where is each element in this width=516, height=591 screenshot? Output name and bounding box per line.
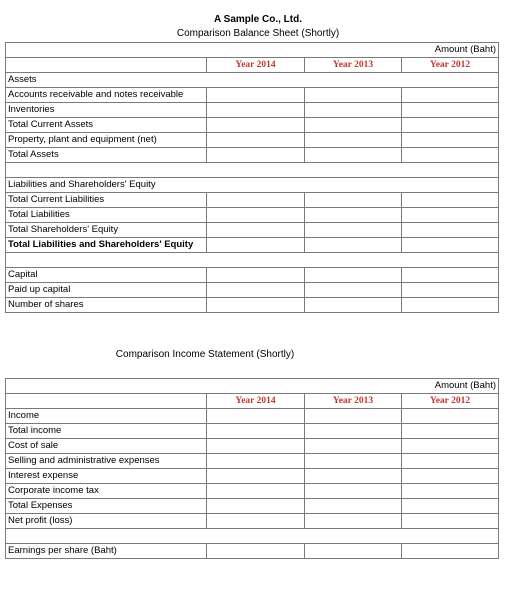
table-row <box>6 439 499 454</box>
value-cell[interactable] <box>207 544 305 559</box>
row-label: Selling and administrative expenses <box>6 454 207 469</box>
value-cell[interactable] <box>207 223 305 238</box>
row-label: Accounts receivable and notes receivable <box>6 88 207 103</box>
value-cell[interactable] <box>207 133 305 148</box>
row-label: Total Current Liabilities <box>6 193 207 208</box>
table-row <box>6 454 499 469</box>
spacer-row <box>6 529 499 544</box>
value-cell[interactable] <box>402 268 499 283</box>
value-cell[interactable] <box>305 283 402 298</box>
year-2012-header: Year 2012 <box>402 394 499 409</box>
year-header-row <box>6 58 499 73</box>
table-row <box>6 118 499 133</box>
value-cell[interactable] <box>305 469 402 484</box>
value-cell[interactable] <box>402 499 499 514</box>
value-cell[interactable] <box>305 103 402 118</box>
table-row <box>6 238 499 253</box>
balance-sheet-table <box>5 42 499 313</box>
value-cell[interactable] <box>402 454 499 469</box>
row-label: Total Liabilities <box>6 208 207 223</box>
spacer-row <box>6 163 499 178</box>
spacer-row <box>6 253 499 268</box>
row-label: Property, plant and equipment (net) <box>6 133 207 148</box>
value-cell[interactable] <box>402 88 499 103</box>
year-2012-header: Year 2012 <box>402 58 499 73</box>
table-row <box>6 499 499 514</box>
liabilities-header: Liabilities and Shareholders' Equity <box>6 178 499 193</box>
value-cell[interactable] <box>207 298 305 313</box>
header-blank-cell <box>6 394 207 409</box>
balance-sheet-title: Comparison Balance Sheet (Shortly) <box>176 28 340 39</box>
row-label: Interest expense <box>6 469 207 484</box>
value-cell[interactable] <box>305 238 402 253</box>
table-row <box>6 424 499 439</box>
amount-label: Amount (Baht) <box>6 379 499 394</box>
table-row <box>6 484 499 499</box>
table-row <box>6 298 499 313</box>
value-cell[interactable] <box>305 268 402 283</box>
row-label: Cost of sale <box>6 439 207 454</box>
value-cell[interactable] <box>305 148 402 163</box>
amount-row <box>6 43 499 58</box>
value-cell[interactable] <box>402 148 499 163</box>
value-cell[interactable] <box>305 208 402 223</box>
table-row <box>6 103 499 118</box>
row-label: Total Current Assets <box>6 118 207 133</box>
header-blank-cell <box>6 58 207 73</box>
year-2013-header: Year 2013 <box>305 394 402 409</box>
value-cell[interactable] <box>207 148 305 163</box>
value-cell[interactable] <box>207 499 305 514</box>
value-cell[interactable] <box>207 469 305 484</box>
value-cell[interactable] <box>402 238 499 253</box>
income-statement-title: Comparison Income Statement (Shortly) <box>115 349 295 360</box>
value-cell[interactable] <box>207 193 305 208</box>
value-cell[interactable] <box>402 208 499 223</box>
value-cell[interactable] <box>207 88 305 103</box>
value-cell[interactable] <box>305 193 402 208</box>
income-statement-table <box>5 378 499 559</box>
value-cell[interactable] <box>207 103 305 118</box>
year-header-row <box>6 394 499 409</box>
value-cell[interactable] <box>402 283 499 298</box>
value-cell[interactable] <box>207 268 305 283</box>
table-row <box>6 208 499 223</box>
value-cell[interactable] <box>402 514 499 529</box>
row-label: Total income <box>6 424 207 439</box>
value-cell[interactable] <box>207 238 305 253</box>
row-label: Net profit (loss) <box>6 514 207 529</box>
amount-label: Amount (Baht) <box>6 43 499 58</box>
table-row <box>6 133 499 148</box>
value-cell[interactable] <box>305 454 402 469</box>
table-row <box>6 544 499 559</box>
value-cell[interactable] <box>207 484 305 499</box>
year-2014-header: Year 2014 <box>207 58 305 73</box>
year-2013-header: Year 2013 <box>305 58 402 73</box>
value-cell[interactable] <box>402 484 499 499</box>
value-cell[interactable] <box>207 409 305 424</box>
row-label: Total Liabilities and Shareholders' Equity <box>6 238 207 253</box>
table-row <box>6 409 499 424</box>
liabilities-header-row <box>6 178 499 193</box>
spacer-cell <box>6 253 499 268</box>
table-row <box>6 193 499 208</box>
table-row <box>6 88 499 103</box>
value-cell[interactable] <box>207 439 305 454</box>
value-cell[interactable] <box>305 409 402 424</box>
table-row <box>6 223 499 238</box>
row-label: Total Assets <box>6 148 207 163</box>
value-cell[interactable] <box>402 439 499 454</box>
spacer-cell <box>6 163 499 178</box>
row-label: Total Shareholders' Equity <box>6 223 207 238</box>
value-cell[interactable] <box>402 409 499 424</box>
row-label: Total Expenses <box>6 499 207 514</box>
table-row <box>6 148 499 163</box>
value-cell[interactable] <box>305 298 402 313</box>
value-cell[interactable] <box>305 223 402 238</box>
value-cell[interactable] <box>402 424 499 439</box>
value-cell[interactable] <box>402 193 499 208</box>
value-cell[interactable] <box>207 424 305 439</box>
table-row <box>6 268 499 283</box>
row-label: Earnings per share (Baht) <box>6 544 207 559</box>
value-cell[interactable] <box>305 439 402 454</box>
row-label: Number of shares <box>6 298 207 313</box>
value-cell[interactable] <box>305 424 402 439</box>
value-cell[interactable] <box>305 484 402 499</box>
value-cell[interactable] <box>305 133 402 148</box>
row-label: Paid up capital <box>6 283 207 298</box>
value-cell[interactable] <box>402 118 499 133</box>
table-row <box>6 469 499 484</box>
value-cell[interactable] <box>402 103 499 118</box>
value-cell[interactable] <box>402 469 499 484</box>
value-cell[interactable] <box>207 208 305 223</box>
year-2014-header: Year 2014 <box>207 394 305 409</box>
value-cell[interactable] <box>305 118 402 133</box>
table-row <box>6 283 499 298</box>
value-cell[interactable] <box>305 544 402 559</box>
row-label: Inventories <box>6 103 207 118</box>
value-cell[interactable] <box>207 118 305 133</box>
value-cell[interactable] <box>207 514 305 529</box>
company-name: A Sample Co., Ltd. <box>214 14 302 25</box>
spacer-cell <box>6 529 499 544</box>
value-cell[interactable] <box>402 133 499 148</box>
amount-row <box>6 379 499 394</box>
assets-header: Assets <box>6 73 499 88</box>
value-cell[interactable] <box>305 88 402 103</box>
value-cell[interactable] <box>402 544 499 559</box>
value-cell[interactable] <box>207 283 305 298</box>
table-row <box>6 514 499 529</box>
value-cell[interactable] <box>402 223 499 238</box>
row-label: Income <box>6 409 207 424</box>
value-cell[interactable] <box>305 514 402 529</box>
row-label: Corporate income tax <box>6 484 207 499</box>
value-cell[interactable] <box>207 454 305 469</box>
value-cell[interactable] <box>402 298 499 313</box>
assets-header-row <box>6 73 499 88</box>
value-cell[interactable] <box>305 499 402 514</box>
row-label: Capital <box>6 268 207 283</box>
